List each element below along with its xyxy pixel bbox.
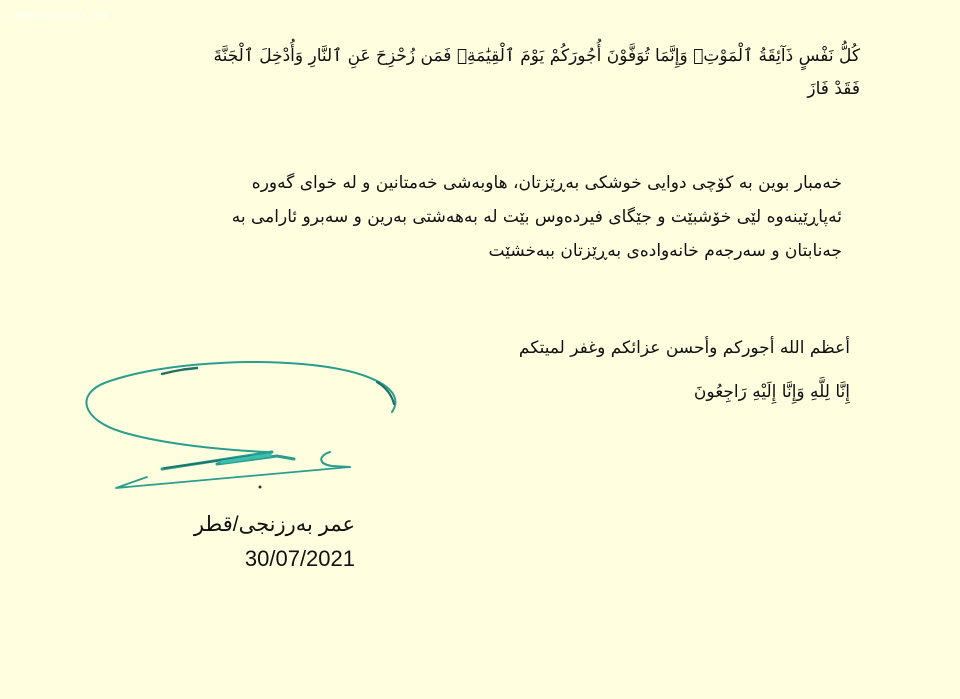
condolence-message [112,166,842,268]
condolence-line-1: خەمبار بوین بە کۆچی دوایی خوشکی بەڕێزتان، هاوبەشی خەمتانین و لە خوای گەورە [251,173,842,193]
signer-name: عمر بەرزنجی/قطر [193,513,355,536]
signature-date: 30/07/2021 [244,546,355,571]
quran-verse-line-2: فَقَدْ فَازَ [807,79,860,99]
dua-text [430,326,850,414]
watermark: www.xxxxxxxx.net [10,10,107,22]
dua-line-2: إِنَّا لِلَّهِ وَإِنَّا إِلَيْهِ رَاجِعُونَ [693,382,850,402]
condolence-line-2: ئەپاڕێینەوە لێی خۆشبێت و جێگای فیردەوس بێت لە بەهەشتی بەرین و سەبرو ئارامی بە [231,207,842,227]
dua-line-1: أعظم الله أجوركم وأحسن عزائكم وغفر لميتكم [518,338,850,358]
quran-verse [140,40,860,106]
quran-verse-line-1: كُلُّ نَفْسٍ ذَآئِقَةُ ٱلْمَوْتِۗ وَإِنَّمَا تُوَفَّوْنَ أُجُورَكُمْ يَوْمَ ٱلْقِيَٰمَةِۖ فَمَن زُحْزِحَ عَنِ ٱلنَّارِ وَأُدْخِلَ ٱلْجَنَّةَ [213,46,860,66]
handwritten-signature [82,360,402,500]
condolence-line-3: جەنابتان و سەرجەم خانەوادەی بەڕێزتان ببەخشێت [488,241,842,261]
